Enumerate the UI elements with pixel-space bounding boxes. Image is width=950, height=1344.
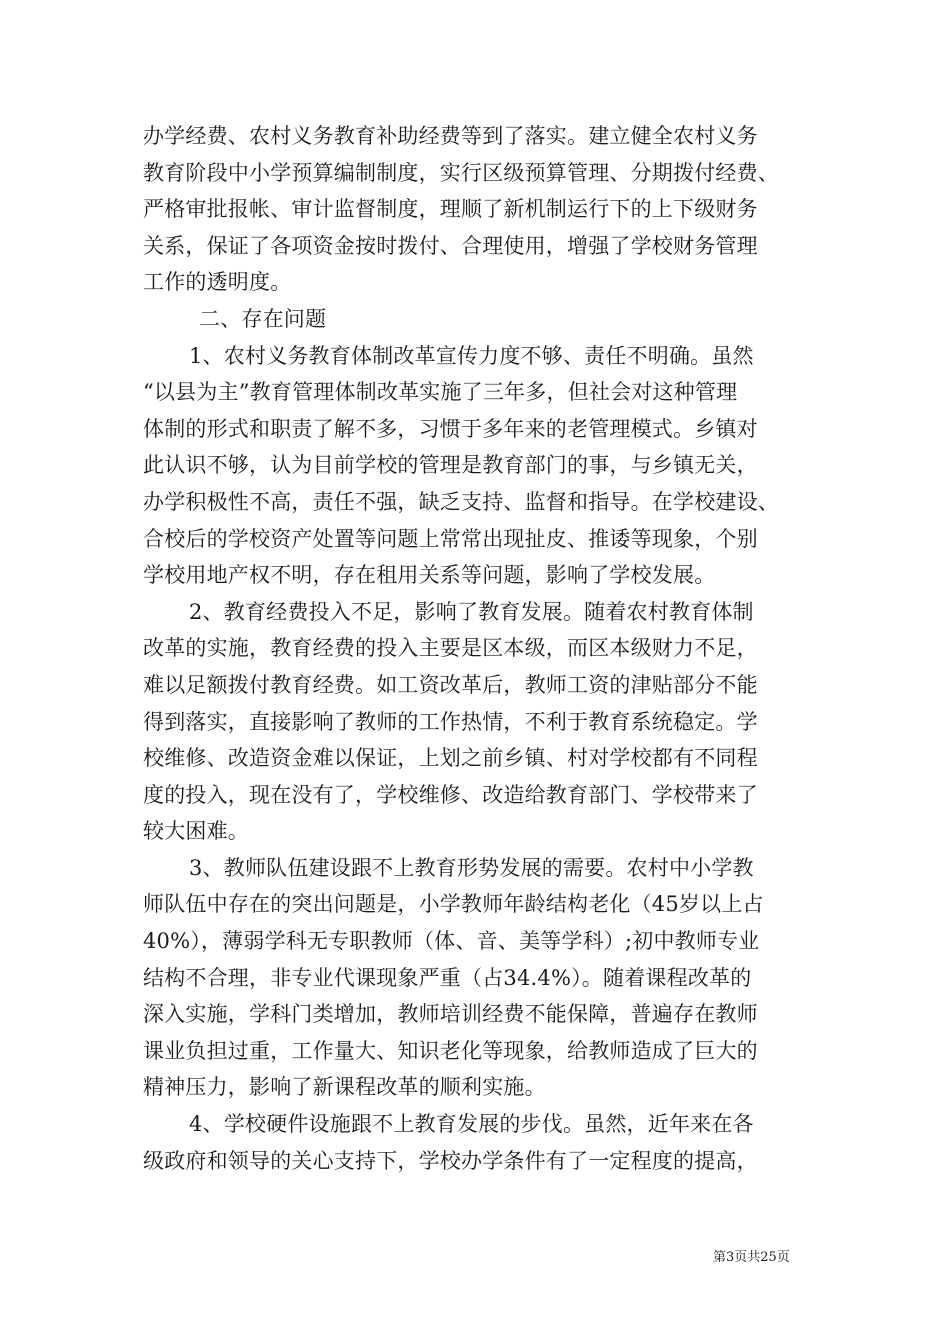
document-body (143, 118, 821, 1179)
text-line: 级政府和领导的关心支持下，学校办学条件有了一定程度的提高， (143, 1148, 758, 1173)
text-line: 课业负担过重，工作量大、知识老化等现象，给教师造成了巨大的 (143, 1038, 758, 1063)
text-line: 40%），薄弱学科无专职教师（体、音、美等学科）;初中教师专业 (143, 929, 760, 954)
paragraph-start: 1、农村义务教育体制改革宣传力度不够、责任不明确。虽然 (189, 343, 754, 368)
text-line: 严格审批报帐、审计监督制度，理顺了新机制运行下的上下级财务 (143, 197, 758, 222)
text-line: 教育阶段中小学预算编制制度，实行区级预算管理、分期拨付经费、 (143, 160, 779, 185)
text-line: 度的投入，现在没有了，学校维修、改造给教育部门、学校带来了 (143, 782, 758, 807)
paragraph-start: 3、教师队伍建设跟不上教育形势发展的需要。农村中小学教 (189, 855, 754, 880)
text-line: 深入实施，学科门类增加，教师培训经费不能保障，普遍存在教师 (143, 1002, 758, 1027)
text-line: 办学积极性不高，责任不强，缺乏支持、监督和指导。在学校建设、 (143, 489, 779, 514)
text-line: 工作的透明度。 (143, 270, 292, 295)
text-line: 改革的实施，教育经费的投入主要是区本级，而区本级财力不足， (143, 636, 758, 661)
text-line: 得到落实，直接影响了教师的工作热情，不利于教育系统稳定。学 (143, 709, 758, 734)
text-line: 较大困难。 (143, 819, 249, 844)
text-line: “以县为主”教育管理体制改革实施了三年多，但社会对这种管理 (143, 380, 738, 405)
text-line: 办学经费、农村义务教育补助经费等到了落实。建立健全农村义务 (143, 124, 758, 148)
section-heading: 二、存在问题 (199, 306, 327, 331)
text-line: 学校用地产权不明，存在租用关系等问题，影响了学校发展。 (143, 563, 716, 588)
text-line: 此认识不够，认为目前学校的管理是教育部门的事，与乡镇无关， (143, 453, 758, 478)
text-line: 体制的形式和职责了解不多，习惯于多年来的老管理模式。乡镇对 (143, 416, 758, 441)
paragraph-start: 2、教育经费投入不足，影响了教育发展。随着农村教育体制 (189, 599, 754, 624)
paragraph-start: 4、学校硬件设施跟不上教育发展的步伐。虽然，近年来在各 (189, 1112, 754, 1137)
text-line: 关系，保证了各项资金按时拨付、合理使用，增强了学校财务管理 (143, 233, 758, 258)
page-number: 第3页共25页 (713, 1250, 790, 1265)
text-line: 精神压力，影响了新课程改革的顺利实施。 (143, 1075, 546, 1100)
text-line: 难以足额拨付教育经费。如工资改革后，教师工资的津贴部分不能 (143, 672, 758, 697)
text-line: 师队伍中存在的突出问题是，小学教师年龄结构老化（45岁以上占 (143, 892, 764, 917)
text-line: 校维修、改造资金难以保证，上划之前乡镇、村对学校都有不同程 (143, 746, 758, 771)
text-line: 合校后的学校资产处置等问题上常常出现扯皮、推诿等现象，个别 (143, 526, 758, 551)
text-line: 结构不合理，非专业代课现象严重（占34.4%）。随着课程改革的 (143, 965, 752, 990)
